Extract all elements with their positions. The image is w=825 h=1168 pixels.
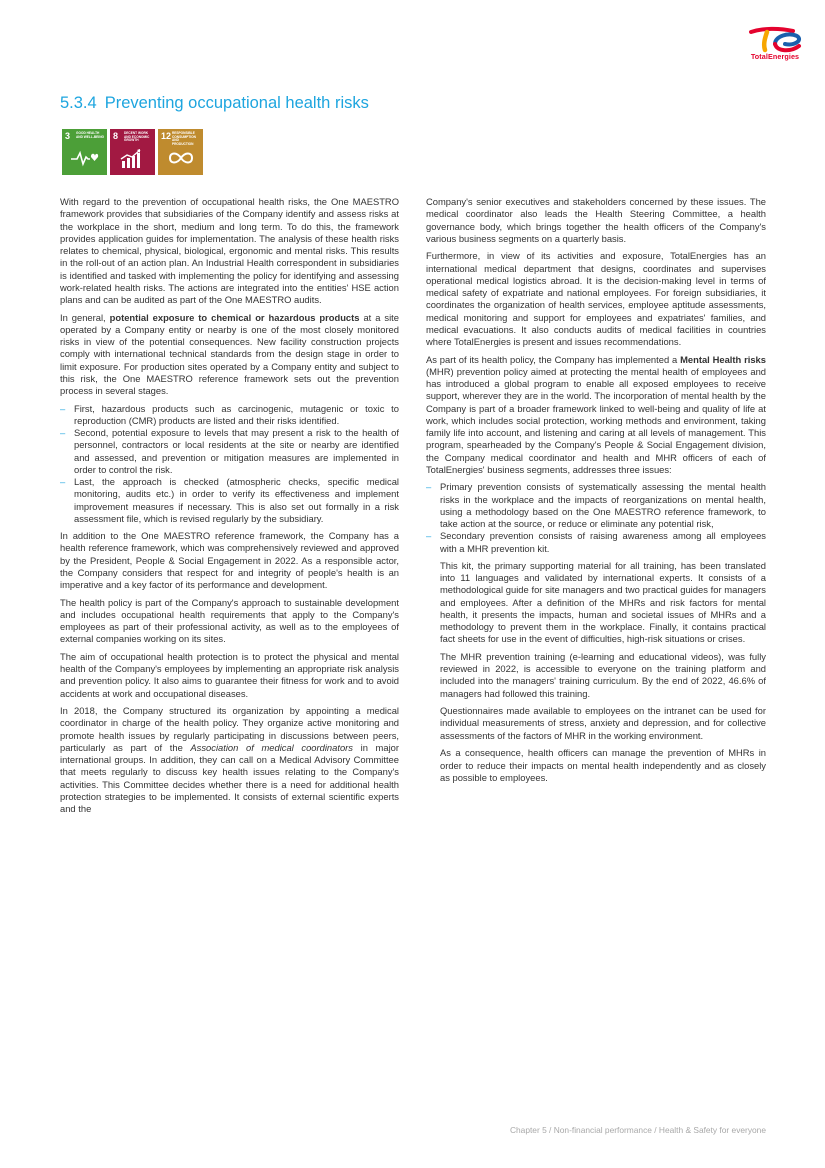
paragraph: Furthermore, in view of its activities and exposure, TotalEnergies has an international medical department that designs, coordinates and supervises operational medical logistics abroad. It is the decision-making level in terms of medical safety of expatriate and national employees. For foreign subsidiaries, it coordinates the organization of health services, employee aptitude assessments, medical monitoring and support for employees and expatriates' families, and medical evacuations. It also conducts audits of medical facilities in countries where TotalEnergies is present and issues recommendations.	[426, 250, 766, 348]
text-span: at a site operated by a Company entity or nearby is one of the most closely monitored risks in view of the potential consequences. New facility construction projects comply with international technical standards from the design stage in order to limit exposure. For production sites operated by a Company entity and subject to this risk, the One MAESTRO reference framework sets out the prevention process in several stages.	[60, 311, 399, 397]
paragraph: Company's senior executives and stakeholders concerned by these issues. The medical coordinator also leads the Health Steering Committee, a health governance body, which brings together the health officers of the Company's various business segments on a quarterly basis.	[426, 196, 766, 244]
sdg-badge-3	[62, 129, 107, 175]
indented-paragraph: As a consequence, health officers can manage the prevention of MHRs in order to reduce their impacts on mental health independently and as closely as possible to employees.	[440, 747, 766, 783]
sdg-number: 3	[65, 131, 71, 141]
italic-text: Association of medical coordinators	[190, 741, 353, 753]
indented-paragraph: Questionnaires made available to employees on the intranet can be used for individual measurements of stress, anxiety and depression, and for collective assessments of the factors of MHR in the working environment.	[440, 705, 766, 741]
bullet-list	[426, 481, 766, 555]
list-item: – First, hazardous products such as carcinogenic, mutagenic or toxic to reproduction (CMR) products are listed and their risks identified.	[60, 403, 399, 428]
indented-paragraph: The MHR prevention training (e-learning and educational videos), was fully reviewed in 2022, is accessible to everyone on the training platform and included into the managers' training curriculum. By the end of 2022, 46.6% of managers had followed this training.	[440, 650, 766, 699]
sdg-number: 12	[161, 131, 172, 141]
sdg-badge-12	[158, 129, 203, 175]
paragraph: In addition to the One MAESTRO reference framework, the Company has a health reference framework, which was comprehensively reviewed and approved by the President, People & Social Engagement in 2022. As a responsible actor, the Company considers that respect for and integrity of people's health is an imperative and a key factor of its performance and development.	[60, 530, 399, 591]
brand-name: TotalEnergies	[750, 52, 800, 61]
section-number: 5.3.4	[60, 94, 97, 112]
text-span: In general,	[60, 311, 110, 323]
text-span: As part of its health policy, the Company has implemented a	[426, 353, 681, 365]
sdg-badges	[62, 129, 203, 175]
list-item: – Last, the approach is checked (atmospheric checks, specific medical monitoring, audits etc.) in order to verify its effectiveness and implement improvement measures if necessary. This is also set out formally in a risk assessment file, which is revised regularly by the subsidiary.	[60, 476, 399, 525]
left-column	[60, 196, 399, 821]
sdg-badge-8	[110, 129, 155, 175]
list-item: – Second, potential exposure to levels that may present a risk to the health of personnel, contractors or local residents at the site or nearby are identified and assessed, and prevention or mitigation measures are implemented in order to control the risk.	[60, 427, 399, 476]
bold-text: potential exposure to chemical or hazardous products	[109, 311, 360, 323]
growth-chart-icon	[119, 149, 147, 169]
section-title-text: Preventing occupational health risks	[104, 94, 369, 112]
text-span: in major international groups. In addition, they can call on a Medical Advisory Committee that meets regularly to discuss key health issues relating to the Company's activities. This Committee decides whether there is a need for additional health protection strategies to be implemented. It consists of external scientific experts and the	[60, 741, 399, 815]
bullet-list	[60, 403, 399, 526]
paragraph: The aim of occupational health protection is to protect the physical and mental health of the Company's employees by implementing an appropriate risk analysis and prevention policy. It also aims to guarantee their fitness for work and to avoid accidents at work and occupational diseases.	[60, 650, 399, 699]
paragraph: The health policy is part of the Company's approach to sustainable development and includes occupational health requirements that apply to the Company's employees as part of their professional activity, as well as to the employees of external companies working on its sites.	[60, 596, 399, 645]
paragraph: With regard to the prevention of occupational health risks, the One MAESTRO framework provides that subsidiaries of the Company identify and assess risks at the workplace in the short, medium and long term. To do this, the framework provides application guides for implementation. The analysis of these health risks relates to chemical, physical, biological, ergonomic and mental risks. This results in the roll-out of an action plan. An Industrial Health correspondent in subsidiaries is identified and tasked with implementing the policy for identifying and assessing work-related health risks. The actions are integrated into the entities' HSE action plans and can be audited as part of the One MAESTRO audits.	[60, 196, 399, 305]
paragraph	[60, 312, 399, 398]
sdg-number: 8	[113, 131, 119, 141]
list-item: – Primary prevention consists of systematically assessing the mental health risks in the workplace and the impacts of reorganizations on mental health, using a methodology based on the One MAESTRO reference framework, to take action at the source, or reduce or eliminate any potential risk,	[426, 481, 766, 530]
section-title	[60, 94, 369, 113]
infinity-icon	[167, 149, 195, 167]
list-item: – Secondary prevention consists of raising awareness among all employees with a MHR prevention kit.	[426, 530, 766, 555]
text-span: In 2018, the Company structured its organization by appointing a medical coordinator in charge of the health policy. They organize active monitoring and promote health issues by regularly participating in discussions between peers, particularly as part of the	[60, 705, 399, 753]
sdg-label: RESPONSIBLE CONSUMPTION AND PRODUCTION	[172, 131, 196, 146]
indented-paragraph: This kit, the primary supporting material for all training, has been translated into 11 languages and validated by international experts. It consists of a methodological guide for site managers and two practical guides for managers and employees. After a definition of the MHRs and risk factors for mental health, it presents the impacts, human and societal issues of MHRs and a methodology to prevent them in the workplace. Finally, it contains practical fact sheets for use in the event of difficulties, high-risk situations or crises.	[440, 559, 766, 645]
bold-text: Mental Health risks	[680, 353, 766, 365]
paragraph	[60, 705, 399, 815]
text-span: (MHR) prevention policy aimed at protecting the mental health of employees and has introduced a global program to enable all exposed employees to receive support, wherever they are in the world. The incorporation of mental health by the Company is part of a broader framework linked to well-being and quality of life at work, which includes social protection, working methods and environment, taking family life into account, and listening and caring at all levels of management. This program, spearheaded by the Company's People & Social Engagement division, the Company medical coordinator and health and MHR officers of each of TotalEnergies' business segments, addresses three issues:	[426, 365, 766, 475]
page-footer: Chapter 5 / Non-financial performance / Health & Safety for everyone	[509, 1125, 766, 1135]
paragraph	[426, 354, 766, 477]
sdg-label: GOOD HEALTH AND WELL-BEING	[76, 131, 104, 139]
right-column	[426, 196, 766, 789]
heartbeat-icon	[71, 149, 99, 167]
sdg-label: DECENT WORK AND ECONOMIC GROWTH	[124, 131, 150, 143]
